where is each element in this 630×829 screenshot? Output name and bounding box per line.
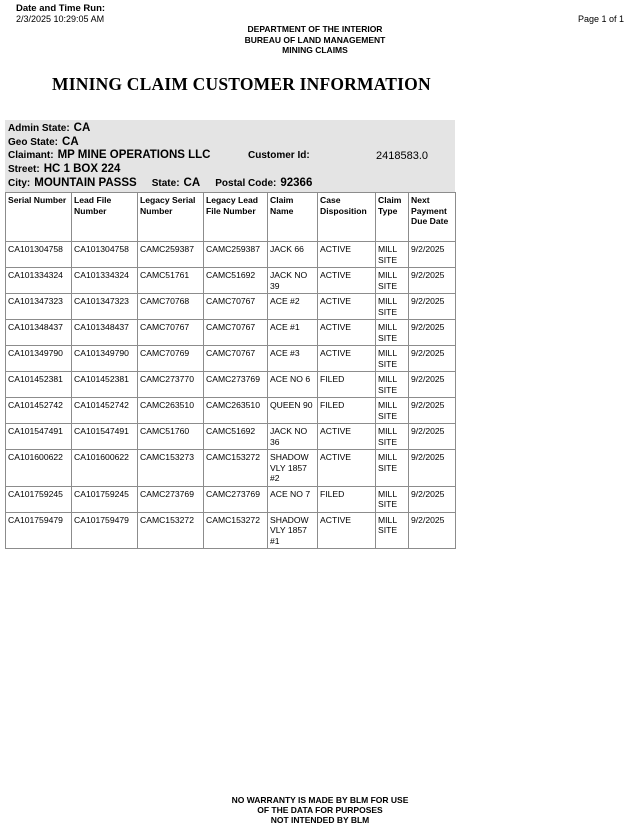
disclaimer-line-3: NOT INTENDED BY BLM: [270, 815, 370, 825]
claims-table-body: [6, 242, 456, 549]
cell-serial-number: CA101452742: [6, 398, 72, 424]
column-header-legacy-lead-file-number: Legacy Lead File Number: [204, 193, 268, 242]
geo-state-label: Geo State:: [8, 137, 59, 148]
cell-legacy-lead-file-number: CAMC153272: [204, 450, 268, 487]
cell-claim-name: JACK NO 39: [268, 268, 318, 294]
cell-legacy-serial-number: CAMC273769: [138, 486, 204, 512]
cell-case-disposition: ACTIVE: [318, 424, 376, 450]
cell-lead-file-number: CA101759245: [72, 486, 138, 512]
table-row: [6, 294, 456, 320]
cell-claim-name: ACE #3: [268, 346, 318, 372]
cell-claim-name: SHADOW VLY 1857 #1: [268, 512, 318, 549]
cell-claim-name: ACE #2: [268, 294, 318, 320]
column-header-next-payment-due-date: Next Payment Due Date: [409, 193, 456, 242]
customer-info-box: [5, 120, 455, 192]
cell-claim-name: ACE #1: [268, 320, 318, 346]
cell-claim-name: ACE NO 6: [268, 372, 318, 398]
cell-claim-type: MILL SITE: [376, 486, 409, 512]
table-row: [6, 242, 456, 268]
cell-next-payment-due-date: 9/2/2025: [409, 320, 456, 346]
cell-legacy-serial-number: CAMC153272: [138, 512, 204, 549]
claimant-row: [8, 149, 210, 161]
cell-serial-number: CA101600622: [6, 450, 72, 487]
cell-claim-type: MILL SITE: [376, 398, 409, 424]
cell-case-disposition: ACTIVE: [318, 294, 376, 320]
agency-line-bureau: BUREAU OF LAND MANAGEMENT: [244, 34, 386, 45]
cell-legacy-serial-number: CAMC153273: [138, 450, 204, 487]
cell-claim-type: MILL SITE: [376, 512, 409, 549]
cell-next-payment-due-date: 9/2/2025: [409, 486, 456, 512]
cell-claim-name: ACE NO 7: [268, 486, 318, 512]
customer-id-label: Customer Id:: [248, 150, 310, 161]
cell-case-disposition: ACTIVE: [318, 512, 376, 549]
claims-table-header: [6, 193, 456, 242]
city-label: City:: [8, 178, 31, 189]
postal-code-value: 92366: [280, 177, 313, 189]
cell-serial-number: CA101304758: [6, 242, 72, 268]
cell-case-disposition: FILED: [318, 486, 376, 512]
postal-code-label: Postal Code:: [215, 178, 277, 189]
street-label: Street:: [8, 164, 40, 175]
table-row: [6, 450, 456, 487]
claimant-label: Claimant:: [8, 150, 54, 161]
cell-lead-file-number: CA101759479: [72, 512, 138, 549]
state-label: State:: [151, 178, 180, 189]
customer-id-value: 2418583.0: [376, 150, 428, 162]
disclaimer-line-1: NO WARRANTY IS MADE BY BLM FOR USE: [231, 795, 409, 805]
city-row: [8, 177, 312, 189]
cell-lead-file-number: CA101600622: [72, 450, 138, 487]
cell-claim-type: MILL SITE: [376, 346, 409, 372]
cell-next-payment-due-date: 9/2/2025: [409, 346, 456, 372]
cell-lead-file-number: CA101334324: [72, 268, 138, 294]
cell-legacy-lead-file-number: CAMC273769: [204, 486, 268, 512]
column-header-claim-type: Claim Type: [376, 193, 409, 242]
cell-serial-number: CA101349790: [6, 346, 72, 372]
cell-legacy-serial-number: CAMC51761: [138, 268, 204, 294]
city-value: MOUNTAIN PASSS: [34, 177, 137, 189]
cell-legacy-lead-file-number: CAMC263510: [204, 398, 268, 424]
cell-legacy-serial-number: CAMC273770: [138, 372, 204, 398]
cell-legacy-lead-file-number: CAMC70767: [204, 346, 268, 372]
cell-legacy-lead-file-number: CAMC273769: [204, 372, 268, 398]
cell-legacy-serial-number: CAMC70768: [138, 294, 204, 320]
column-header-serial-number: Serial Number: [6, 193, 72, 242]
agency-line-section: MINING CLAIMS: [282, 45, 348, 55]
cell-legacy-serial-number: CAMC259387: [138, 242, 204, 268]
report-title: MINING CLAIM CUSTOMER INFORMATION: [52, 74, 431, 94]
column-header-case-disposition: Case Disposition: [318, 193, 376, 242]
cell-next-payment-due-date: 9/2/2025: [409, 398, 456, 424]
cell-next-payment-due-date: 9/2/2025: [409, 424, 456, 450]
column-header-legacy-serial-number: Legacy Serial Number: [138, 193, 204, 242]
cell-claim-type: MILL SITE: [376, 268, 409, 294]
cell-next-payment-due-date: 9/2/2025: [409, 294, 456, 320]
street-value: HC 1 BOX 224: [43, 163, 121, 175]
admin-state-label: Admin State:: [8, 123, 70, 134]
table-row: [6, 424, 456, 450]
admin-state-row: [8, 122, 90, 134]
cell-claim-type: MILL SITE: [376, 320, 409, 346]
cell-serial-number: CA101348437: [6, 320, 72, 346]
geo-state-value: CA: [62, 136, 79, 148]
column-header-claim-name: Claim Name: [268, 193, 318, 242]
geo-state-row: [8, 136, 79, 148]
cell-case-disposition: FILED: [318, 372, 376, 398]
claimant-value: MP MINE OPERATIONS LLC: [57, 149, 211, 161]
cell-case-disposition: ACTIVE: [318, 450, 376, 487]
agency-line-department: DEPARTMENT OF THE INTERIOR: [247, 24, 383, 34]
cell-lead-file-number: CA101304758: [72, 242, 138, 268]
cell-serial-number: CA101452381: [6, 372, 72, 398]
cell-legacy-lead-file-number: CAMC51692: [204, 268, 268, 294]
cell-claim-name: QUEEN 90: [268, 398, 318, 424]
cell-legacy-serial-number: CAMC70769: [138, 346, 204, 372]
column-header-lead-file-number: Lead File Number: [72, 193, 138, 242]
run-date-value: 2/3/2025 10:29:05 AM: [16, 14, 105, 24]
agency-header: [0, 24, 630, 56]
cell-serial-number: CA101759479: [6, 512, 72, 549]
cell-claim-type: MILL SITE: [376, 424, 409, 450]
cell-claim-name: JACK 66: [268, 242, 318, 268]
table-row: [6, 486, 456, 512]
table-row: [6, 372, 456, 398]
disclaimer-line-2: OF THE DATA FOR PURPOSES: [257, 805, 383, 815]
cell-next-payment-due-date: 9/2/2025: [409, 512, 456, 549]
admin-state-value: CA: [73, 122, 91, 134]
cell-case-disposition: FILED: [318, 398, 376, 424]
cell-case-disposition: ACTIVE: [318, 346, 376, 372]
cell-legacy-lead-file-number: CAMC153272: [204, 512, 268, 549]
cell-claim-type: MILL SITE: [376, 450, 409, 487]
cell-case-disposition: ACTIVE: [318, 242, 376, 268]
disclaimer: [0, 795, 630, 825]
cell-claim-type: MILL SITE: [376, 242, 409, 268]
cell-serial-number: CA101759245: [6, 486, 72, 512]
cell-legacy-lead-file-number: CAMC70767: [204, 320, 268, 346]
table-header-row: [6, 193, 456, 242]
cell-serial-number: CA101334324: [6, 268, 72, 294]
cell-claim-name: SHADOW VLY 1857 #2: [268, 450, 318, 487]
cell-legacy-serial-number: CAMC51760: [138, 424, 204, 450]
street-row: [8, 163, 120, 175]
cell-legacy-lead-file-number: CAMC70767: [204, 294, 268, 320]
cell-next-payment-due-date: 9/2/2025: [409, 450, 456, 487]
cell-serial-number: CA101547491: [6, 424, 72, 450]
table-row: [6, 512, 456, 549]
page-number: Page 1 of 1: [577, 14, 624, 24]
cell-lead-file-number: CA101349790: [72, 346, 138, 372]
cell-legacy-serial-number: CAMC263510: [138, 398, 204, 424]
cell-serial-number: CA101347323: [6, 294, 72, 320]
table-row: [6, 320, 456, 346]
cell-lead-file-number: CA101347323: [72, 294, 138, 320]
run-date-label: Date and Time Run:: [16, 3, 106, 14]
cell-legacy-lead-file-number: CAMC259387: [204, 242, 268, 268]
cell-legacy-lead-file-number: CAMC51692: [204, 424, 268, 450]
cell-case-disposition: ACTIVE: [318, 268, 376, 294]
cell-claim-type: MILL SITE: [376, 372, 409, 398]
cell-lead-file-number: CA101452742: [72, 398, 138, 424]
cell-lead-file-number: CA101348437: [72, 320, 138, 346]
table-row: [6, 268, 456, 294]
cell-next-payment-due-date: 9/2/2025: [409, 242, 456, 268]
state-value: CA: [183, 177, 201, 189]
cell-case-disposition: ACTIVE: [318, 320, 376, 346]
table-row: [6, 398, 456, 424]
cell-claim-type: MILL SITE: [376, 294, 409, 320]
claims-table: [5, 192, 456, 549]
cell-lead-file-number: CA101452381: [72, 372, 138, 398]
cell-next-payment-due-date: 9/2/2025: [409, 268, 456, 294]
table-row: [6, 346, 456, 372]
cell-lead-file-number: CA101547491: [72, 424, 138, 450]
cell-claim-name: JACK NO 36: [268, 424, 318, 450]
cell-next-payment-due-date: 9/2/2025: [409, 372, 456, 398]
cell-legacy-serial-number: CAMC70767: [138, 320, 204, 346]
